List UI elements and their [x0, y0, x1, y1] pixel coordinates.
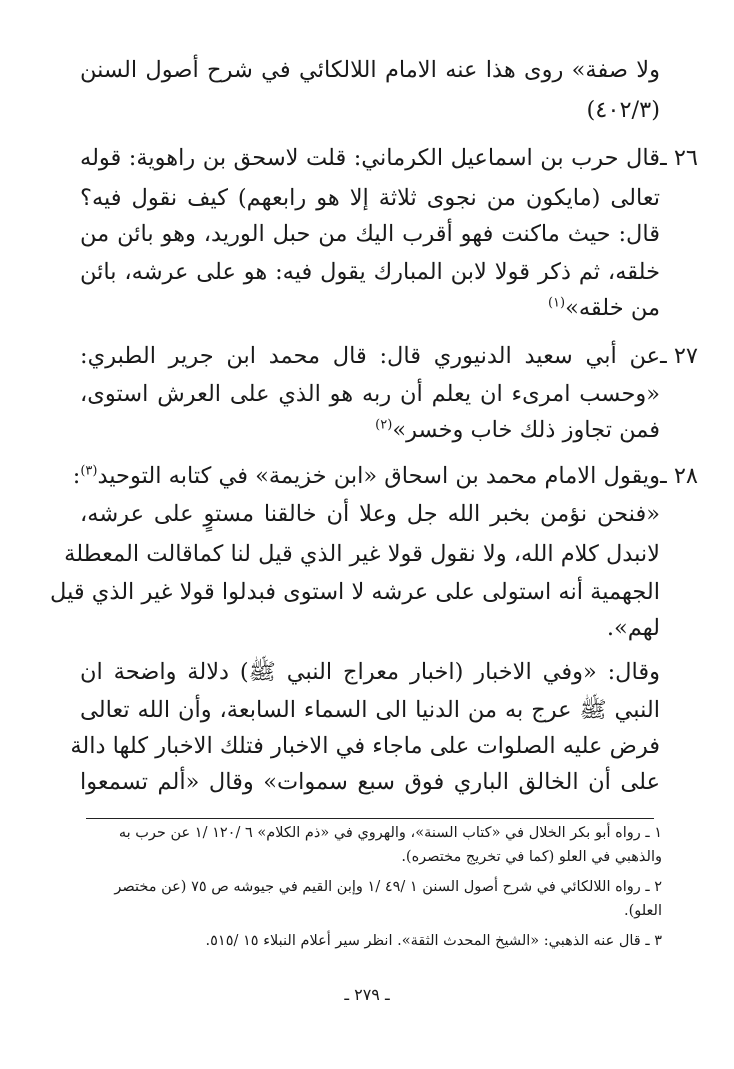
item-line: عن أبي سعيد الدنيوري قال: قال محمد ابن جرير الطبري: — [80, 343, 660, 369]
item-line — [80, 410, 660, 450]
item-line: قال: حيث ماكنت فهو أقرب اليك من حبل الوريد، وهو بائن من — [80, 221, 660, 247]
colon: : — [72, 463, 81, 489]
item-text: ويقول الامام محمد بن اسحاق «ابن خزيمة» في كتابه التوحيد — [97, 463, 660, 489]
footnote-line: والذهبي في العلو (كما في تخريج مختصره). — [401, 849, 662, 865]
item-line: الجهمية أنه استولى على عرشه لا استوى فبدلوا قولا غير الذي قيل — [50, 579, 660, 605]
item-text: من خلقه» — [565, 295, 660, 321]
item-line: تعالى (مايكون من نجوى ثلاثة إلا هو رابعهم) كيف نقول فيه؟ — [80, 185, 660, 211]
item-line: خلقه، ثم ذكر قولا لابن المبارك يقول فيه: هو على عرشه، بائن — [80, 259, 660, 285]
footnote-line: ٣ ـ قال عنه الذهبي: «الشيخ المحدث الثقة». انظر سير أعلام النبلاء ١٥ /٥١٥. — [205, 933, 662, 949]
footnote-divider — [86, 818, 654, 819]
intro-line: (٤٠٢/٣) — [586, 97, 660, 123]
item-line: لهم». — [606, 615, 660, 641]
item-text: فمن تجاوز ذلك خاب وخسر» — [392, 417, 660, 443]
item-line: «فنحن نؤمن بخبر الله جل وعلا أن خالقنا مستوٍ على عرشه، — [80, 501, 660, 527]
item-line — [80, 288, 660, 328]
item-number: ٢٦ ـ — [660, 145, 698, 171]
footnote-ref: (٢) — [375, 417, 393, 433]
paragraph-line: النبي ﷺ عرج به من الدنيا الى السماء السابعة، وأن الله تعالى — [80, 697, 660, 723]
item-line: «وحسب امرىء ان يعلم أن ربه هو الذي على العرش استوى، — [80, 381, 660, 407]
item-line — [72, 456, 660, 496]
item-number: ٢٨ ـ — [660, 463, 698, 489]
paragraph-line: وقال: «وفي الاخبار (اخبار معراج النبي ﷺ) دلالة واضحة ان — [80, 659, 660, 685]
paragraph-line: على أن الخالق الباري فوق سبع سموات» وقال «ألم تسمعوا — [80, 769, 661, 795]
paragraph-line: فرض عليه الصلوات على ماجاء في الاخبار فتلك الاخبار كلها دالة — [70, 733, 660, 759]
item-number: ٢٧ ـ — [660, 343, 698, 369]
footnote-ref: (٣) — [80, 463, 98, 479]
footnote-line: ١ ـ رواه أبو بكر الخلال في «كتاب السنة»، والهروي في «ذم الكلام» ٦ /١٢٠ /١ عن حرب به — [118, 825, 662, 841]
item-line: لانبدل كلام الله، ولا نقول قولا غير الذي قيل لنا كماقالت المعطلة — [64, 541, 660, 567]
page-number: ـ ٢٧٩ ـ — [344, 985, 390, 1004]
item-line: قال حرب بن اسماعيل الكرماني: قلت لاسحق بن راهوية: قوله — [80, 145, 660, 171]
footnote-line: ٢ ـ رواه اللالكائي في شرح أصول السنن ١ /٤٩ /١ وإبن القيم في جيوشه ص ٧٥ (عن مختصر — [114, 879, 662, 895]
intro-line: ولا صفة» روى هذا عنه الامام اللالكائي في شرح أصول السنن — [80, 57, 660, 83]
footnote-line: العلو). — [624, 903, 662, 919]
footnote-ref: (١) — [547, 295, 566, 311]
